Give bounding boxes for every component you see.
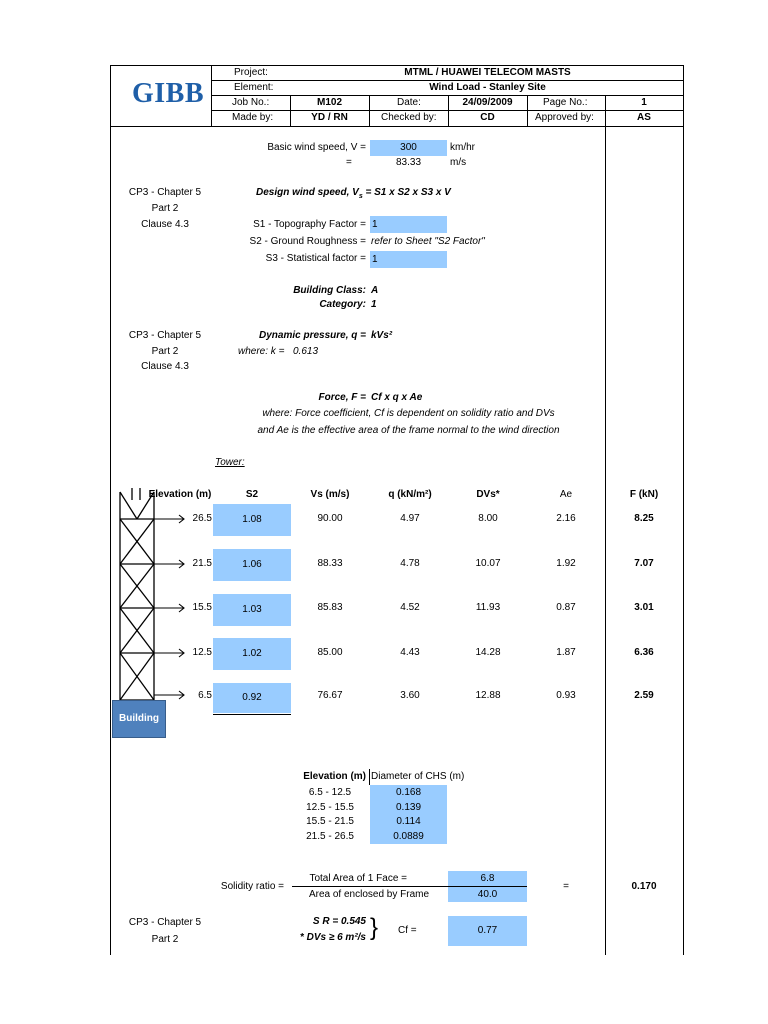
dynamic-where: where: k = [238, 346, 285, 357]
chs-row4-dia[interactable]: 0.0889 [370, 829, 447, 844]
row4-ae: 1.87 [556, 647, 576, 658]
row5-q: 3.60 [400, 690, 420, 701]
row5-s2[interactable]: 0.92 [213, 683, 291, 713]
project-label: Project: [234, 67, 268, 78]
tower-heading: Tower: [215, 457, 245, 468]
header-col-line-4 [527, 95, 528, 126]
chs-col-diameter: Diameter of CHS (m) [371, 771, 465, 782]
design-wind-title: Design wind speed, $V_s = S1$ x S2 x S3 x V [256, 187, 451, 200]
pageno-label: Page No.: [543, 97, 588, 108]
element-label: Element: [234, 82, 274, 93]
category-label: Category: [319, 299, 366, 310]
force-line2: and Ae is the effective area of the frame normal to the wind direction [257, 425, 560, 436]
s1-label: S1 - Topography Factor = [253, 219, 366, 230]
row3-ae: 0.87 [556, 602, 576, 613]
element-value: Wind Load - Stanley Site [429, 82, 546, 93]
chs-row3-dia[interactable]: 0.114 [370, 814, 447, 829]
cf-solidity-ratio: S R = 0.545 [312, 916, 366, 927]
basic-wind-input[interactable]: 300 [370, 140, 447, 156]
row1-q: 4.97 [400, 513, 420, 524]
row3-f: 3.01 [634, 602, 654, 613]
madeby-value: YD / RN [311, 112, 348, 123]
row4-elev: 12.5 [192, 647, 212, 658]
frame-right-line [683, 65, 684, 955]
row2-dvs: 10.07 [475, 558, 501, 569]
s2-column-underline [213, 714, 291, 715]
row4-f: 6.36 [634, 647, 654, 658]
row3-s2[interactable]: 1.03 [213, 594, 291, 626]
s1-input[interactable]: 1 [370, 216, 447, 233]
solidity-label: Solidity ratio = [220, 881, 284, 892]
chs-row1-range: 6.5 - 12.5 [308, 787, 352, 798]
row5-vs: 76.67 [317, 690, 343, 701]
row5-elev: 6.5 [198, 690, 212, 701]
building-class-value: A [371, 285, 379, 296]
date-label: Date: [397, 97, 421, 108]
chs-row4-range: 21.5 - 26.5 [306, 831, 354, 842]
row2-s2[interactable]: 1.06 [213, 549, 291, 581]
solidity-eq: = [563, 881, 569, 892]
cf-label: Cf = [398, 925, 417, 936]
row4-vs: 85.00 [317, 647, 343, 658]
s3-input[interactable]: 1 [370, 251, 447, 268]
row2-q: 4.78 [400, 558, 420, 569]
basic-wind-unit: km/hr [450, 142, 475, 153]
approvedby-label: Approved by: [535, 112, 594, 123]
row2-f: 7.07 [634, 558, 654, 569]
solidity-numerator-value[interactable]: 6.8 [448, 871, 527, 886]
row3-vs: 85.83 [317, 602, 343, 613]
solidity-numerator-label: Total Area of 1 Face = [309, 873, 407, 884]
row2-elev: 21.5 [192, 558, 212, 569]
row5-f: 2.59 [634, 690, 654, 701]
basic-wind-ms: 83.33 [395, 157, 422, 168]
approvedby-value: AS [637, 112, 651, 123]
jobno-label: Job No.: [232, 97, 270, 108]
chs-row2-dia[interactable]: 0.139 [370, 800, 447, 815]
frame-header-bottom-line [110, 126, 684, 127]
dynamic-pressure-label: Dynamic pressure, q = [259, 330, 366, 341]
col-f: F (kN) [629, 489, 659, 500]
col-ae: Ae [559, 489, 573, 500]
madeby-label: Made by: [232, 112, 274, 123]
col-q: q (kN/m²) [388, 489, 432, 500]
gibb-logo: GIBB [132, 78, 205, 109]
chs-row2-range: 12.5 - 15.5 [306, 802, 354, 813]
row2-vs: 88.33 [317, 558, 343, 569]
basic-wind-ms-unit: m/s [450, 157, 467, 168]
force-formula: Cf x q x Ae [371, 392, 423, 403]
ref2-line3: Clause 4.3 [141, 361, 189, 372]
jobno-value: M102 [316, 97, 342, 108]
col-elevation: Elevation (m) [148, 489, 212, 500]
dynamic-k-value: 0.613 [293, 346, 319, 357]
force-label: Force, F = [318, 392, 366, 403]
cf-dvs-condition: * DVs ≥ 6 m²/s [299, 932, 366, 943]
building-class-label: Building Class: [293, 285, 366, 296]
row5-ae: 0.93 [556, 690, 576, 701]
row1-dvs: 8.00 [478, 513, 498, 524]
row1-vs: 90.00 [317, 513, 343, 524]
col-dvs: DVs* [476, 489, 500, 500]
building-block: Building [112, 700, 166, 738]
category-value: 1 [371, 299, 377, 310]
row1-elev: 26.5 [192, 513, 212, 524]
dynamic-pressure-formula: kVs² [371, 330, 393, 341]
ref1-line2: Part 2 [151, 203, 179, 214]
ref3-line2: Part 2 [151, 934, 179, 945]
row1-f: 8.25 [634, 513, 654, 524]
chs-row1-dia[interactable]: 0.168 [370, 785, 447, 800]
row3-elev: 15.5 [192, 602, 212, 613]
checkedby-value: CD [480, 112, 495, 123]
row4-dvs: 14.28 [475, 647, 501, 658]
s2-value: refer to Sheet "S2 Factor" [371, 236, 485, 247]
row3-q: 4.52 [400, 602, 420, 613]
project-value: MTML / HUAWEI TELECOM MASTS [404, 67, 571, 78]
header-col-line-2 [369, 95, 370, 126]
cf-value[interactable]: 0.77 [448, 916, 527, 946]
row3-dvs: 11.93 [475, 602, 501, 613]
ref2-line1: CP3 - Chapter 5 [128, 330, 202, 341]
basic-wind-label: Basic wind speed, V = [267, 142, 366, 153]
force-line1: where: Force coefficient, Cf is dependent on solidity ratio and DVs [262, 408, 555, 419]
pageno-value: 1 [641, 97, 647, 108]
ref2-line2: Part 2 [151, 346, 179, 357]
chs-row3-range: 15.5 - 21.5 [306, 816, 354, 827]
solidity-denominator-value[interactable]: 40.0 [448, 887, 527, 902]
ref1-line1: CP3 - Chapter 5 [128, 187, 202, 198]
row5-dvs: 12.88 [475, 690, 501, 701]
frame-column-line [605, 126, 606, 955]
row1-s2[interactable]: 1.08 [213, 504, 291, 536]
s2-label: S2 - Ground Roughness = [249, 236, 366, 247]
row1-ae: 2.16 [556, 513, 576, 524]
row2-ae: 1.92 [556, 558, 576, 569]
s3-label: S3 - Statistical factor = [265, 253, 366, 264]
date-value: 24/09/2009 [462, 97, 513, 108]
solidity-denominator-label: Area of enclosed by Frame [308, 889, 430, 900]
chs-header-divider [369, 769, 370, 785]
col-s2: S2 [245, 489, 259, 500]
row4-s2[interactable]: 1.02 [213, 638, 291, 670]
basic-wind-eq: = [346, 157, 352, 168]
checkedby-label: Checked by: [381, 112, 437, 123]
row4-q: 4.43 [400, 647, 420, 658]
chs-col-elevation: Elevation (m) [303, 771, 366, 782]
ref1-line3: Clause 4.3 [141, 219, 189, 230]
solidity-result: 0.170 [631, 881, 657, 892]
ref3-line1: CP3 - Chapter 5 [128, 917, 202, 928]
col-vs: Vs (m/s) [310, 489, 350, 500]
cf-brace: } [370, 914, 379, 941]
